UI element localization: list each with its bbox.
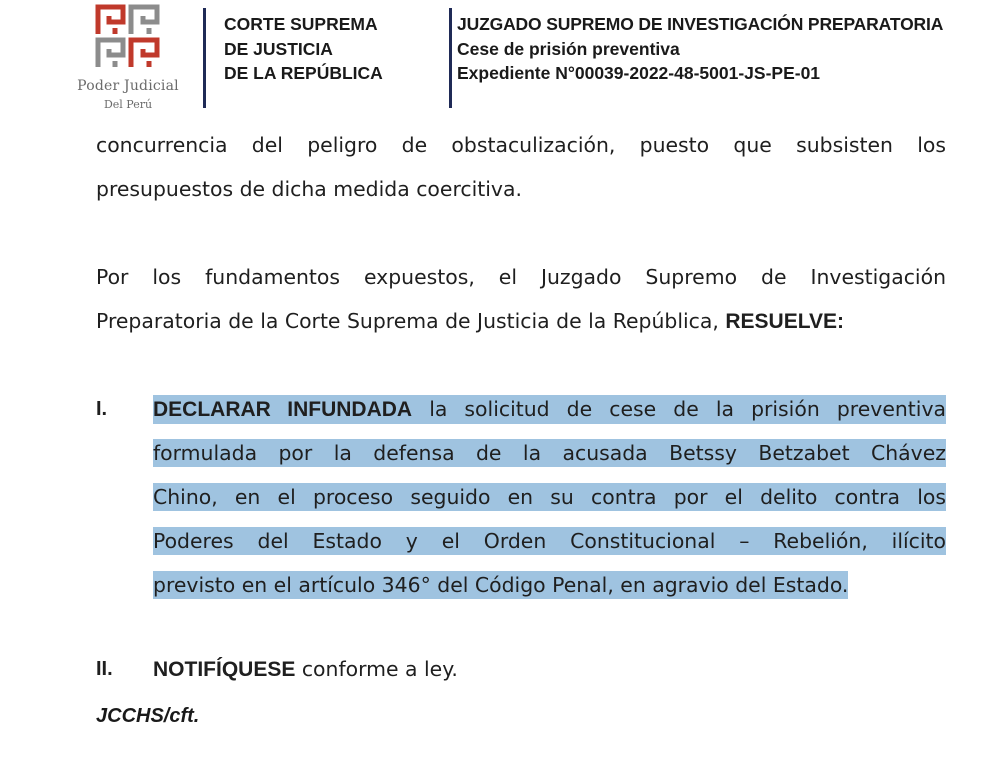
item-number: I. [96, 398, 108, 420]
item-number: II. [96, 658, 113, 680]
poder-judicial-emblem-icon [95, 4, 161, 70]
signature-initials: JCCHS/cft. [96, 705, 200, 727]
case-info [457, 12, 943, 86]
item-line [153, 647, 946, 691]
case-file-number: Expediente N°00039-2022-48-5001-JS-PE-01 [457, 63, 821, 83]
item-body [153, 647, 946, 691]
declarar-infundada-label: DECLARAR INFUNDADA [153, 398, 413, 421]
court-name-line-1: CORTE SUPREMA [224, 14, 378, 34]
item-line: previsto en el artículo 346° del Código Penal, en agravio del Estado. [153, 573, 849, 597]
paragraph-obstruction-risk [96, 123, 946, 211]
paragraph-line: presupuestos de dicha medida coercitiva. [96, 177, 522, 201]
item-line [153, 387, 946, 431]
item-line: formulada por la defensa de la acusada Betssy Betzabet Chávez [153, 441, 946, 465]
item-line: Poderes del Estado y el Orden Constitucional – Rebelión, ilícito [153, 529, 946, 553]
item-line-text: conforme a ley. [301, 657, 458, 681]
paragraph-line: Por los fundamentos expuestos, el Juzgado Supremo de Investigación [96, 265, 946, 289]
case-subject: Cese de prisión preventiva [457, 38, 680, 59]
paragraph-line-text: Preparatoria de la Corte Suprema de Justicia de la República, [96, 309, 719, 333]
header-divider-right [449, 8, 452, 108]
item-body-highlighted [153, 387, 946, 607]
header-divider-left [203, 8, 206, 108]
resuelve-label: RESUELVE: [725, 310, 844, 333]
item-line: Chino, en el proceso seguido en su contra por el delito contra los [153, 485, 946, 509]
case-court: JUZGADO SUPREMO DE INVESTIGACIÓN PREPARATORIA [457, 14, 944, 34]
logo-text-poder-judicial: Poder Judicial [77, 78, 179, 94]
paragraph-resolution-intro [96, 255, 946, 343]
paragraph-line: concurrencia del peligro de obstaculización, puesto que subsisten los [96, 133, 946, 157]
court-name [224, 12, 383, 86]
notifiquese-label: NOTIFÍQUESE [153, 658, 296, 681]
court-name-line-3: DE LA REPÚBLICA [224, 63, 383, 83]
logo-text-del-peru: Del Perú [103, 98, 153, 111]
court-name-line-2: DE JUSTICIA [224, 38, 333, 59]
poder-judicial-logo [62, 4, 194, 112]
paragraph-line [96, 299, 946, 343]
item-line-text: la solicitud de cese de la prisión preventiva [429, 397, 947, 421]
